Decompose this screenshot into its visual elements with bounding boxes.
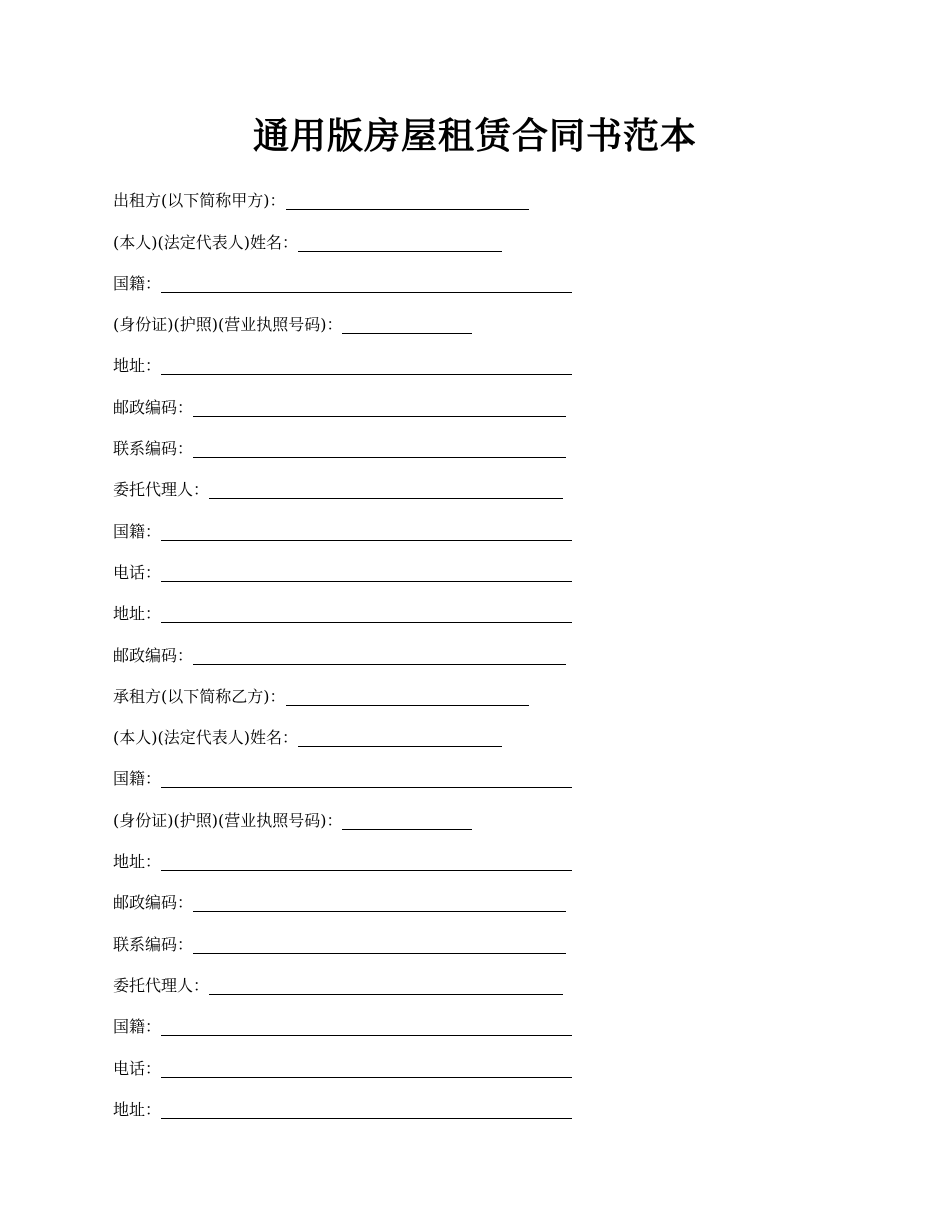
fill-in-blank[interactable] bbox=[161, 522, 572, 541]
field-label: 地址： bbox=[113, 604, 162, 624]
fill-in-blank[interactable] bbox=[161, 1100, 572, 1119]
fill-in-blank[interactable] bbox=[161, 852, 572, 871]
contract-form bbox=[113, 176, 593, 1126]
fill-in-blank[interactable] bbox=[161, 1059, 572, 1078]
field-label: 邮政编码： bbox=[113, 645, 194, 665]
fill-in-blank[interactable] bbox=[161, 274, 572, 293]
fill-in-blank[interactable] bbox=[209, 480, 563, 499]
form-row-address bbox=[113, 341, 593, 382]
field-label: 邮政编码： bbox=[113, 893, 194, 913]
fill-in-blank[interactable] bbox=[161, 563, 572, 582]
fill-in-blank[interactable] bbox=[209, 976, 563, 995]
form-row-contact-code bbox=[113, 424, 593, 465]
form-row-id-number bbox=[113, 795, 593, 836]
fill-in-blank[interactable] bbox=[342, 315, 472, 334]
field-label: 国籍： bbox=[113, 1017, 162, 1037]
field-label: 电话： bbox=[113, 1058, 162, 1078]
fill-in-blank[interactable] bbox=[161, 356, 572, 375]
fill-in-blank[interactable] bbox=[193, 398, 566, 417]
form-row-lessee bbox=[113, 672, 593, 713]
field-label: 出租方(以下简称甲方)： bbox=[113, 191, 286, 211]
fill-in-blank[interactable] bbox=[286, 191, 529, 210]
field-label: (本人)(法定代表人)姓名： bbox=[113, 728, 298, 748]
field-label: 联系编码： bbox=[113, 934, 194, 954]
field-label: 委托代理人： bbox=[113, 480, 210, 500]
form-row-address bbox=[113, 1085, 593, 1126]
field-label: 电话： bbox=[113, 562, 162, 582]
field-label: 地址： bbox=[113, 852, 162, 872]
form-row-nationality bbox=[113, 259, 593, 300]
fill-in-blank[interactable] bbox=[161, 604, 572, 623]
fill-in-blank[interactable] bbox=[193, 893, 566, 912]
field-label: 承租方(以下简称乙方)： bbox=[113, 686, 286, 706]
field-label: 联系编码： bbox=[113, 439, 194, 459]
form-row-phone bbox=[113, 1043, 593, 1084]
fill-in-blank[interactable] bbox=[286, 687, 529, 706]
form-row-lessor bbox=[113, 176, 593, 217]
fill-in-blank[interactable] bbox=[298, 728, 502, 747]
fill-in-blank[interactable] bbox=[298, 233, 502, 252]
form-row-name bbox=[113, 217, 593, 258]
form-row-contact-code bbox=[113, 919, 593, 960]
form-row-nationality bbox=[113, 506, 593, 547]
form-row-nationality bbox=[113, 754, 593, 795]
form-row-postal-code bbox=[113, 630, 593, 671]
form-row-postal-code bbox=[113, 878, 593, 919]
field-label: 国籍： bbox=[113, 273, 162, 293]
field-label: (身份证)(护照)(营业执照号码)： bbox=[113, 315, 343, 335]
fill-in-blank[interactable] bbox=[342, 811, 472, 830]
field-label: (身份证)(护照)(营业执照号码)： bbox=[113, 810, 343, 830]
field-label: 委托代理人： bbox=[113, 975, 210, 995]
form-row-agent bbox=[113, 465, 593, 506]
form-row-nationality bbox=[113, 1002, 593, 1043]
fill-in-blank[interactable] bbox=[193, 646, 566, 665]
form-row-id-number bbox=[113, 300, 593, 341]
fill-in-blank[interactable] bbox=[161, 769, 572, 788]
document-title: 通用版房屋租赁合同书范本 bbox=[252, 115, 697, 157]
field-label: 国籍： bbox=[113, 521, 162, 541]
form-row-address bbox=[113, 589, 593, 630]
fill-in-blank[interactable] bbox=[193, 935, 566, 954]
fill-in-blank[interactable] bbox=[193, 439, 566, 458]
form-row-name bbox=[113, 713, 593, 754]
field-label: 地址： bbox=[113, 356, 162, 376]
field-label: 邮政编码： bbox=[113, 397, 194, 417]
form-row-address bbox=[113, 837, 593, 878]
form-row-postal-code bbox=[113, 382, 593, 423]
field-label: 国籍： bbox=[113, 769, 162, 789]
form-row-agent bbox=[113, 961, 593, 1002]
field-label: 地址： bbox=[113, 1099, 162, 1119]
fill-in-blank[interactable] bbox=[161, 1017, 572, 1036]
field-label: (本人)(法定代表人)姓名： bbox=[113, 232, 298, 252]
form-row-phone bbox=[113, 548, 593, 589]
